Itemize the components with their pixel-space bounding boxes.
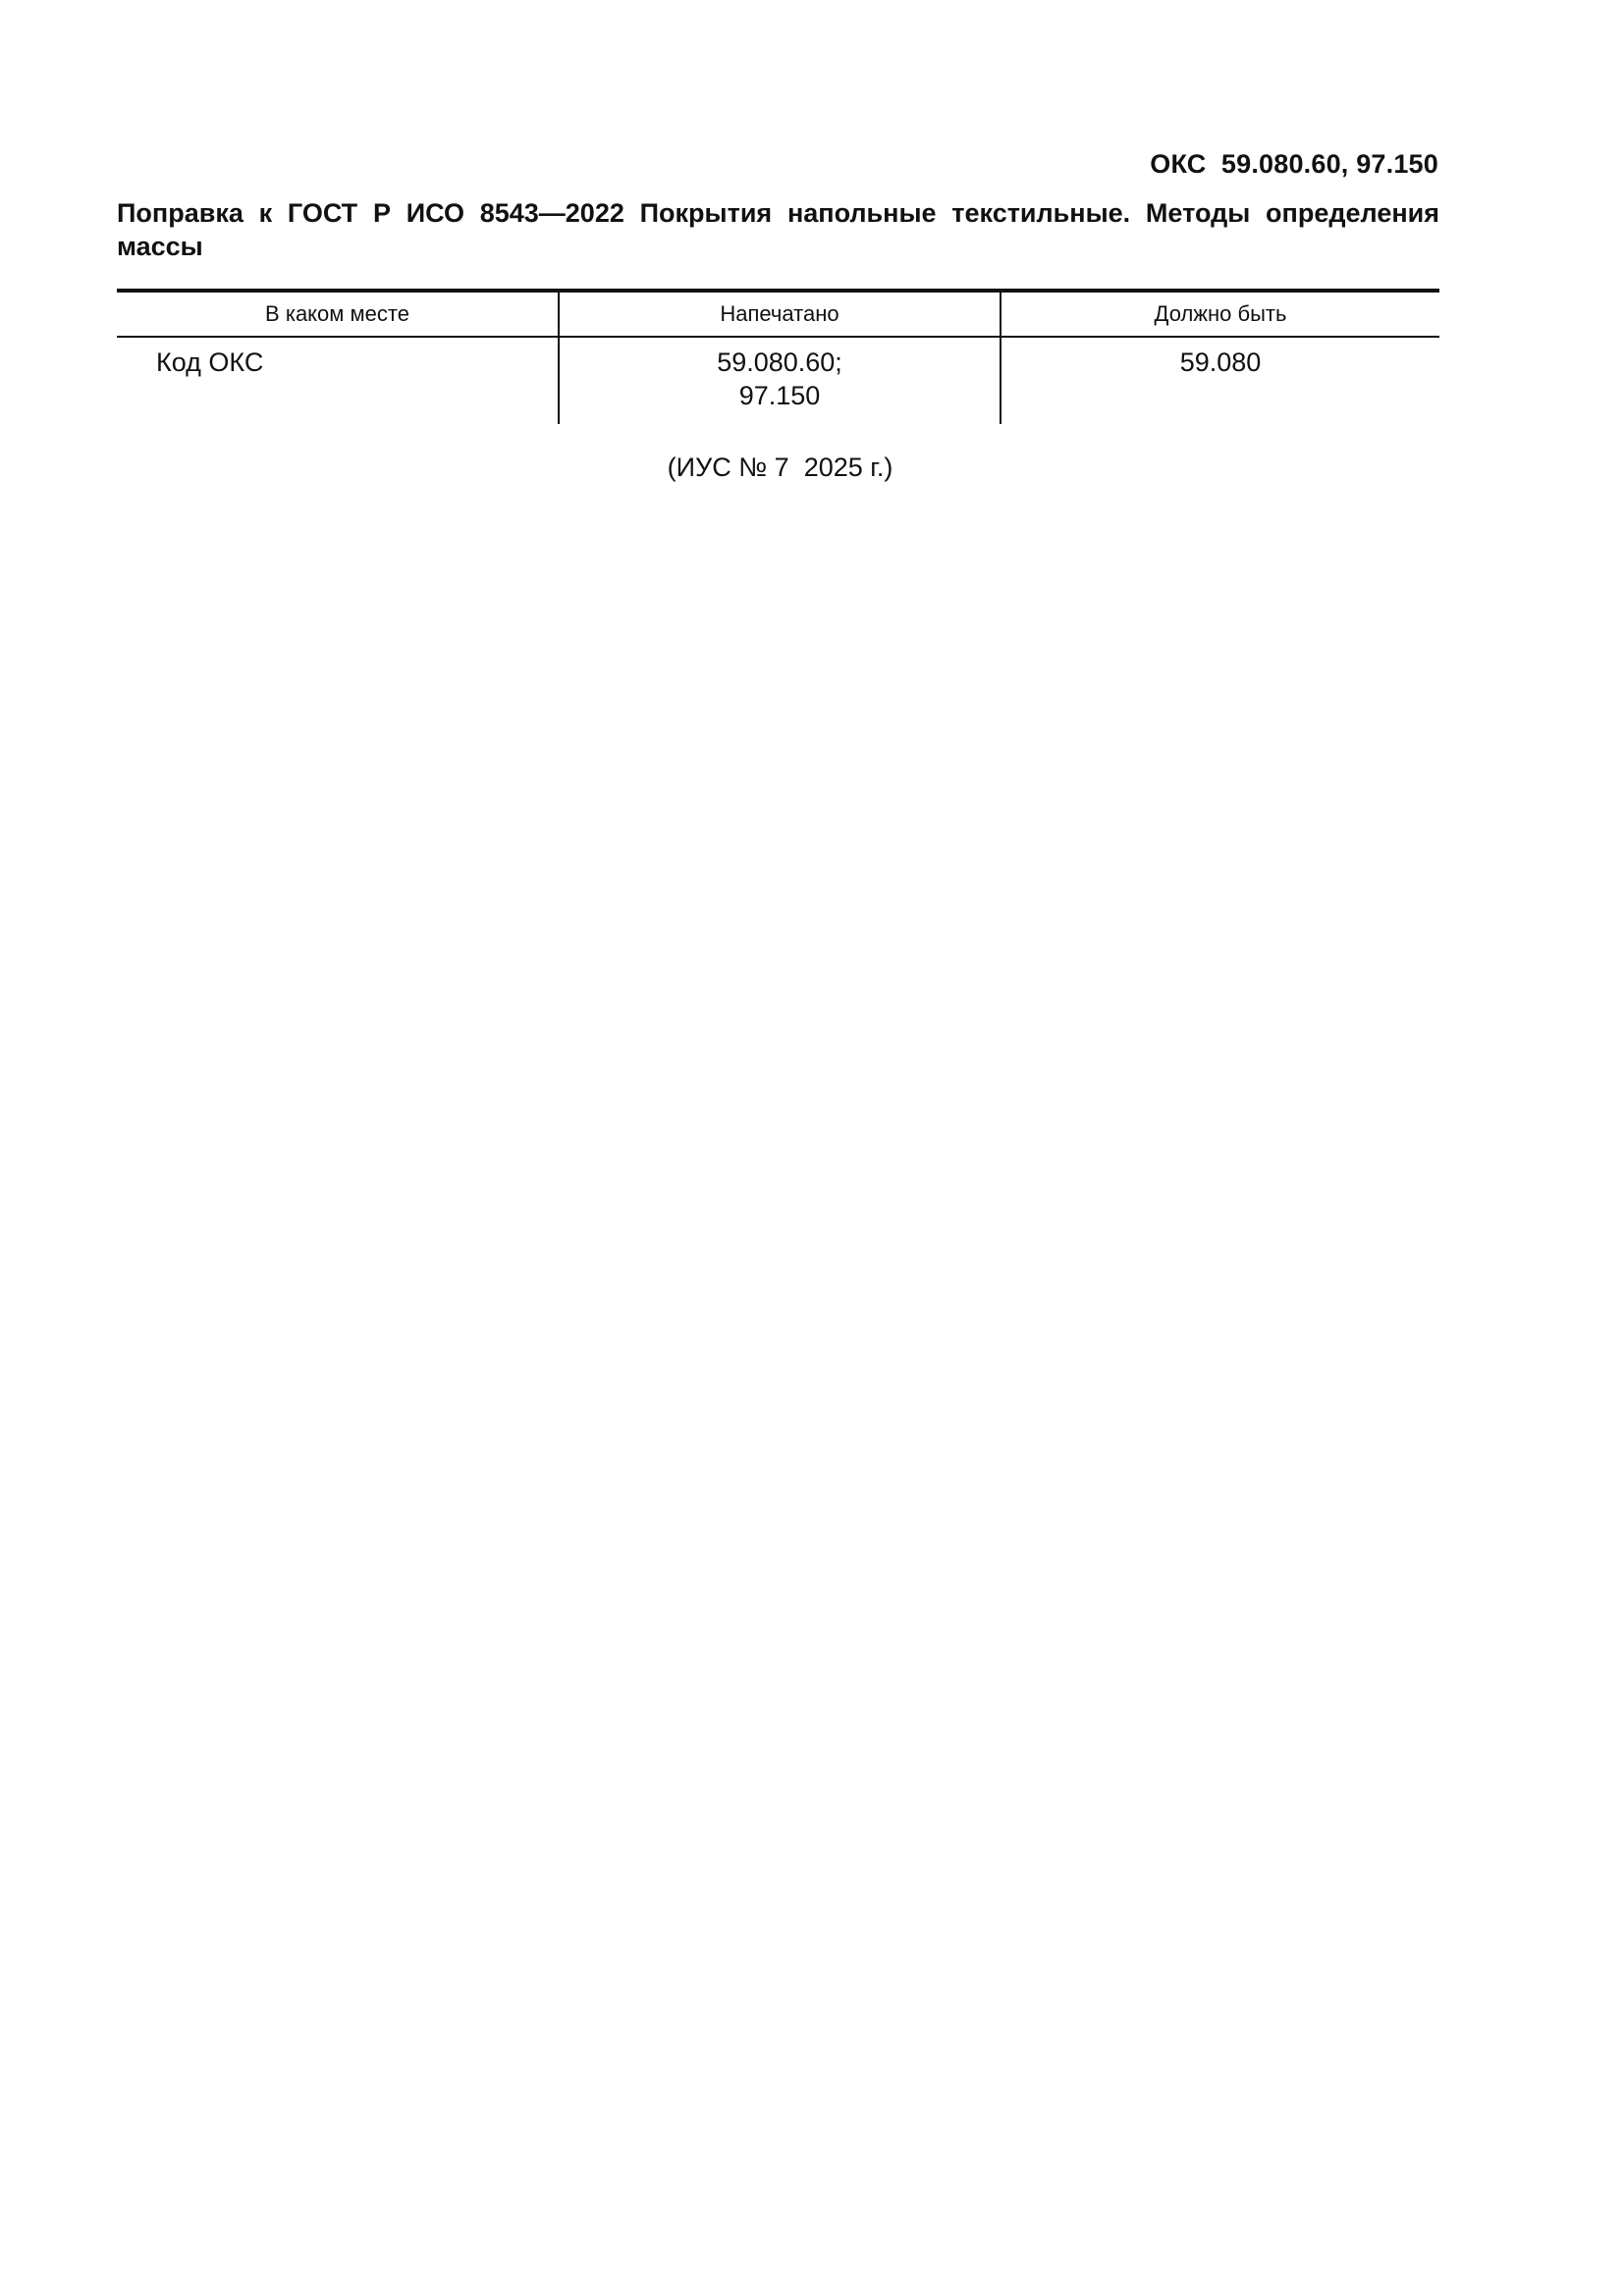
oks-code: ОКС 59.080.60, 97.150 — [1150, 149, 1438, 179]
column-header-printed: Напечатано — [559, 291, 1001, 337]
cell-printed-line: 97.150 — [738, 381, 821, 410]
cell-where: Код ОКС — [156, 347, 264, 377]
table-row — [117, 337, 1439, 424]
source-note: (ИУС № 7 2025 г.) — [667, 453, 893, 482]
amendment-title: Поправка к ГОСТ Р ИСО 8543—2022 Покрытия напольные текстильные. Методы определения массы — [117, 198, 1439, 261]
table-header-row — [117, 291, 1439, 337]
correction-table — [117, 289, 1439, 424]
cell-printed-line: 59.080.60; — [717, 347, 842, 377]
column-header-where: В каком месте — [117, 291, 559, 337]
cell-printed — [559, 337, 1001, 424]
cell-should-be: 59.080 — [1001, 337, 1439, 424]
column-header-should-be: Должно быть — [1001, 291, 1439, 337]
